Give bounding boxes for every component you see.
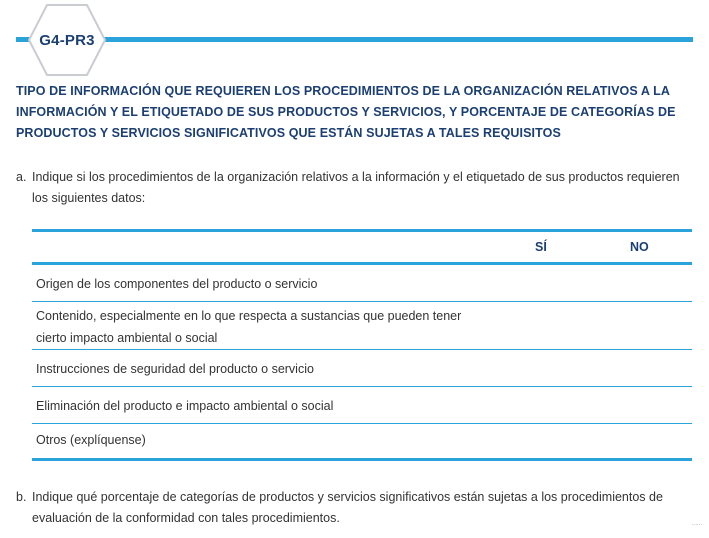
table-row — [32, 302, 692, 350]
column-header-no: NO — [630, 240, 649, 254]
row-label-otros: Otros (explíquense) — [36, 433, 146, 447]
requirements-table — [32, 229, 692, 461]
question-a — [16, 167, 696, 209]
question-a-text: Indique si los procedimientos de la organización relativos a la información y el etiquetado de sus productos requieren los siguientes datos: — [32, 170, 680, 205]
table-row — [32, 387, 692, 424]
header-accent-bar — [16, 37, 693, 42]
table-bottom-rule — [32, 458, 692, 461]
question-b — [16, 487, 701, 529]
table-row — [32, 265, 692, 302]
row-label-origen: Origen de los componentes del producto o servicio — [36, 277, 318, 291]
table-row — [32, 424, 692, 458]
row-label-instrucciones: Instrucciones de seguridad del producto o servicio — [36, 362, 314, 376]
section-title: TIPO DE INFORMACIÓN QUE REQUIEREN LOS PROCEDIMIENTOS DE LA ORGANIZACIÓN RELATIVOS A LA INFORMACIÓN Y EL ETIQUETADO DE SUS PRODUCTOS Y SERVICIOS, Y PORCENTAJE DE CATEGORÍAS DE PRODUCTOS Y SERVICIOS SIGNIFICATIVOS QUE ESTÁN SUJETAS A TALES REQUISITOS — [16, 84, 676, 140]
indicator-code: G4-PR3 — [39, 32, 95, 49]
column-header-si: SÍ — [535, 240, 547, 254]
table-row — [32, 350, 692, 387]
question-b-text: Indique qué porcentaje de categorías de productos y servicios significativos están sujetas a los procedimientos de evaluación de la conformidad con tales procedimientos. — [32, 490, 663, 525]
indicator-badge — [27, 3, 107, 77]
row-label-eliminacion: Eliminación del producto e impacto ambiental o social — [36, 399, 334, 413]
question-a-letter: a. — [16, 170, 27, 184]
row-label-contenido: Contenido, especialmente en lo que respecta a sustancias que pueden tener cierto impacto ambiental o social — [36, 309, 462, 345]
table-header-row — [32, 232, 692, 262]
question-b-letter: b. — [16, 490, 27, 504]
corner-dots: ...... — [692, 521, 703, 527]
